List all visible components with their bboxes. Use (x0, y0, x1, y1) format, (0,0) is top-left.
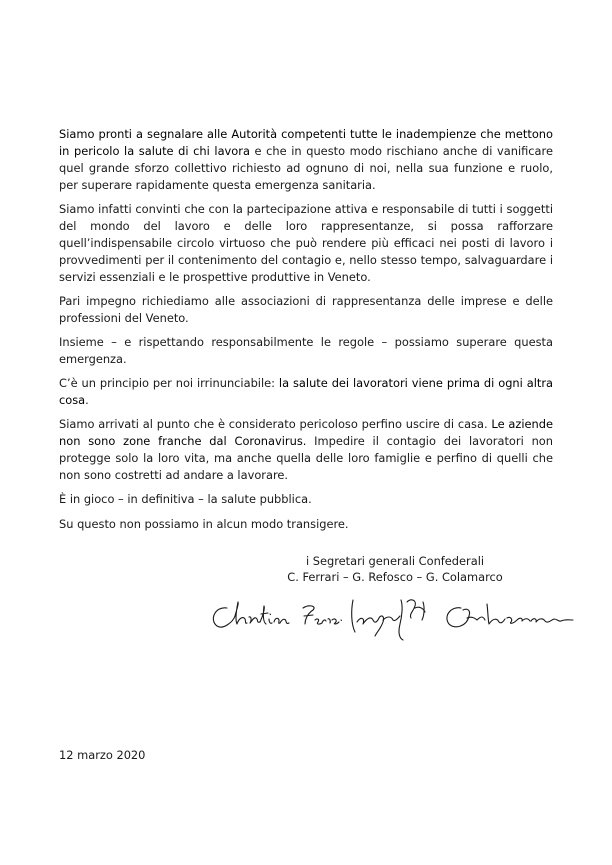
paragraph-text: Pari impegno richiediamo alle associazioni di rappresentanza delle imprese e delle professioni del Veneto. (59, 294, 553, 325)
emphasized-text: la salute dei lavoratori viene prima di ogni altra cosa (59, 376, 554, 407)
paragraph-text: Su questo non possiamo in alcun modo transigere. (59, 517, 349, 531)
signatories-names: C. Ferrari – G. Refosco – G. Colamarco (287, 570, 503, 584)
paragraph-text: . (85, 393, 89, 407)
paragraph-text: Insieme – e rispettando responsabilmente le regole – possiamo superare questa emergenza. (59, 335, 553, 366)
paragraph-text: Siamo infatti convinti che con la partecipazione attiva e responsabile di tutti i soggetti del mondo del lavoro e delle loro rappresentanze, si possa rafforzare quell’indispensabile circolo virtuoso che può rendere più efficaci nei posti di lavoro i provvedimenti per il contenimento del contagio e, nello stesso tempo, salvaguardare i servizi essenziali e le prospettive produttive in Veneto. (59, 202, 553, 284)
signature-colamarco (447, 604, 573, 627)
paragraph-1 (59, 126, 553, 194)
paragraph-text: C’è un principio per noi irrinunciabile: (59, 376, 279, 390)
signature-ferrari (213, 602, 341, 627)
paragraph-7 (59, 491, 553, 508)
paragraph-text: e che in questo modo rischiano anche di vanificare quel grande sforzo collettivo richiesto ad ognuno di noi, nella sua funzione e ruolo, per superare rapidamente questa emergenza sanitaria. (59, 144, 553, 192)
letter-body (59, 126, 553, 540)
paragraph-8 (59, 516, 553, 533)
emphasized-text: Le aziende non sono zone franche dal Coronavirus. (59, 417, 553, 448)
signature-refosco (352, 600, 425, 640)
paragraph-6 (59, 416, 553, 484)
paragraph-text: Siamo arrivati al punto che è considerato pericoloso perfino uscire di casa. (59, 417, 492, 431)
paragraph-4 (59, 334, 553, 368)
emphasized-text: Siamo pronti a segnalare alle Autorità competenti tutte le inadempienze che mettono in pericolo la salute di chi lavora (59, 127, 553, 158)
paragraph-2 (59, 201, 553, 286)
letter-date: 12 marzo 2020 (59, 748, 146, 762)
paragraph-text: È in gioco – in definitiva – la salute pubblica. (59, 492, 312, 506)
handwritten-signatures-icon (205, 586, 585, 646)
paragraph-text: Impedire il contagio dei lavoratori non protegge solo la loro vita, ma anche quella delle loro famiglie e perfino di quelli che non sono costretti ad andare a lavorare. (59, 434, 553, 482)
signature-block (270, 553, 520, 585)
signatories-title: i Segretari generali Confederali (305, 554, 485, 568)
paragraph-5 (59, 375, 553, 409)
paragraph-3 (59, 293, 553, 327)
